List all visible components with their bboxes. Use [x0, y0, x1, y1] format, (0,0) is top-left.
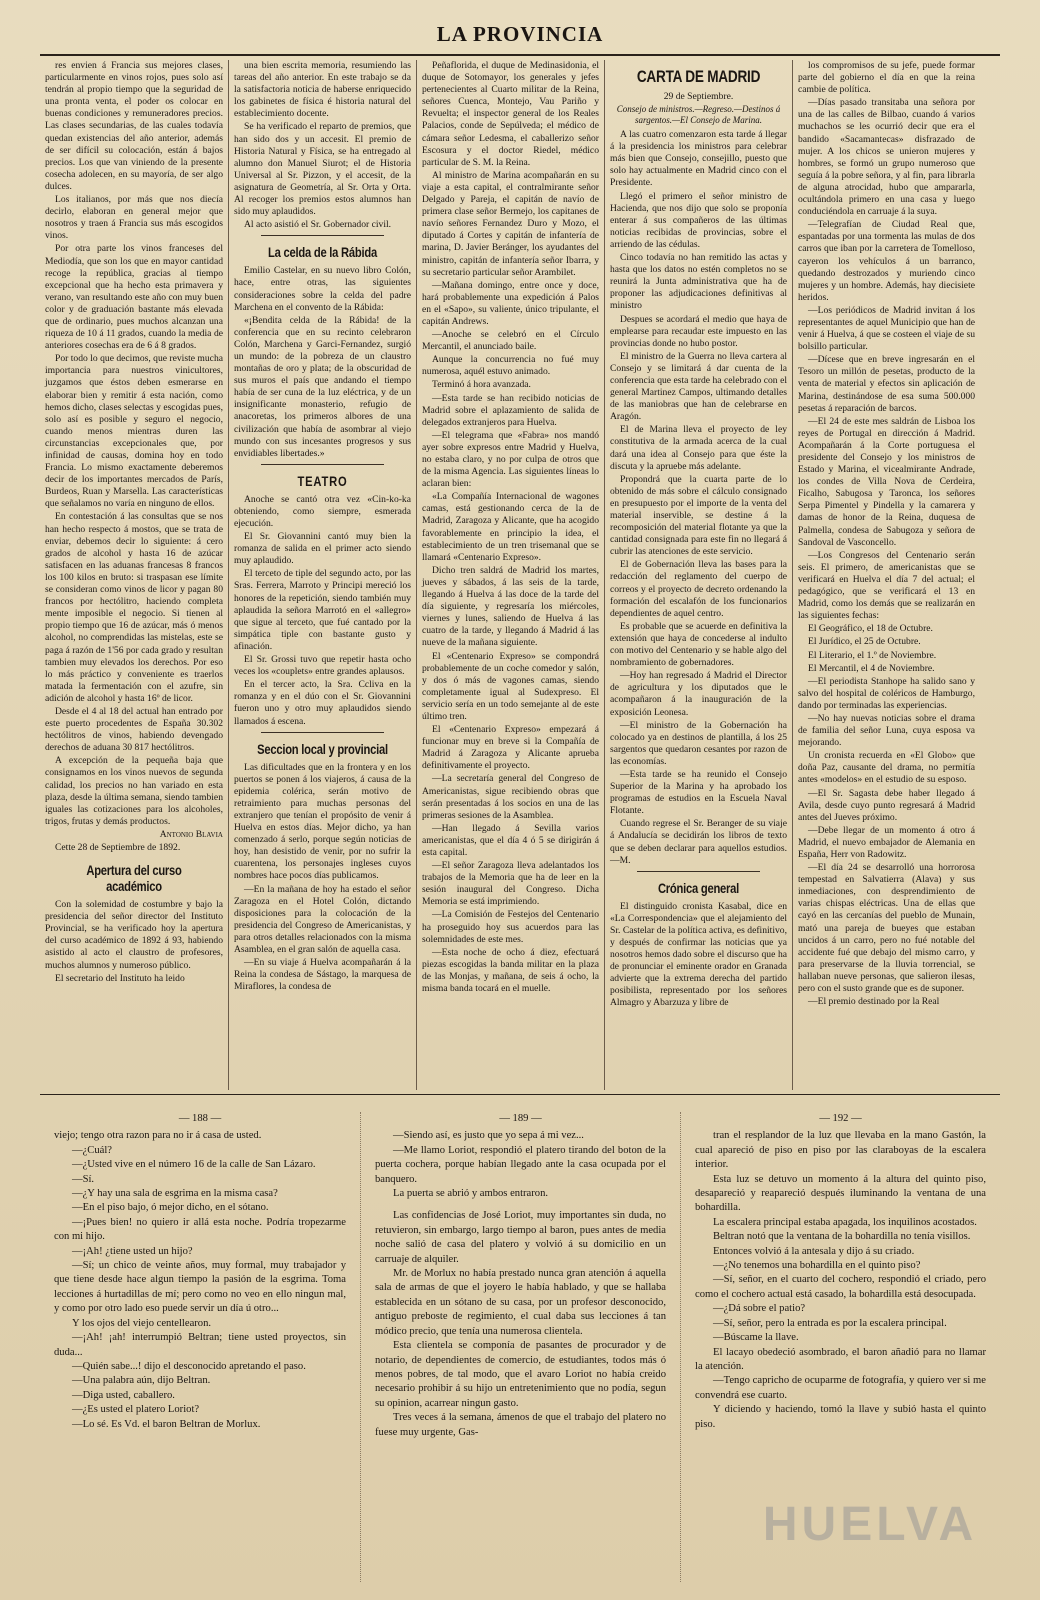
page-number: — 192 — [819, 1113, 862, 1124]
text-line: —¡Ah! ¿tiene usted un hijo? [72, 1245, 193, 1257]
paragraph: Cuando regrese el Sr. Beranger de su viaje á Andalucía se decidirán los libros de texto que se deben declarar para aquellos estudios.—M. [610, 818, 787, 866]
text-line: —Sí. [72, 1173, 95, 1185]
paragraph: —Anoche se celebró en el Círculo Mercantil, el anunciado baile. [422, 329, 599, 353]
paragraph: —Esta tarde se ha reunido el Consejo Superior de la Marina y ha aprobado los programas de estudios en la Escuela Naval Flotante. [610, 768, 787, 817]
paragraph: una bien escrita memoria, resumiendo las tareas del año anterior. En este trabajo se da la satisfactoria noticia de haberse enriquecido los gabinetes de física é historia natural del establecimiento docente. [234, 60, 411, 120]
archive-watermark: HUELVA [762, 1498, 978, 1551]
paragraph: El distinguido cronista Kasabal, dice en «La Correspondencia» que el alejamiento del Sr. Castelar de la política activa, es definitivo, y después de confirmar las noticias que ya nosotros hemos dado sobre el discurso que ha de pronunciar el eminente orador en Granada advierte que la extrema derecha del partido posibilista, representado por los señores Almagro y Abarzuza y libre de [610, 900, 787, 1009]
text-line: —¡Ah! ¡ah! interrumpió Beltran; tiene usted proyectos, sin duda... [54, 1332, 346, 1358]
paragraph: A excepción de la pequeña baja que consignamos en los vinos nuevos de segunda calidad, los precios no han variado en esta plaza, desde la última semana, siendo tambien iguales las cotizaciones para los alcoholes, trigos, frutas y demás productos. [45, 755, 223, 827]
paragraph: Al acto asistió el Sr. Gobernador civil. [244, 219, 392, 231]
paragraph: —La Comisión de Festejos del Centenario ha proseguido hoy sus acuerdos para las solemnidades de este mes. [422, 909, 599, 945]
paragraph: —Hoy han regresado á Madrid el Director de agricultura y los diputados que le acompañaron á la inauguración de la exposición Leonesa. [610, 670, 787, 718]
paragraph: —La secretaría general del Congreso de Americanistas, sigue recibiendo obras que serán presentadas á los socios en una de las primeras sesiones de la Asamblea. [422, 773, 599, 821]
paragraph: —El Sr. Sagasta debe haber llegado á Avila, desde cuyo punto regresará á Madrid antes del Jueves próximo. [798, 787, 975, 823]
paragraph: En contestación á las consultas que se nos han hecho respecto á mostos, que se trata de enviar, debemos decir lo siguiente: á cero grados de alcohol y hasta 16 de azúcar satisfacen en las aduanas francesas 8 francos los 100 kilos en bruto: si traspasan ese límite se consideran como vinos de licor y pagan 80 francos por hectólitro, haciendo completa mente imposible el negocio. Si tienen al propio tiempo que 16 de azúcar, más ó menos alcohol, no comprendidas las mistelas, este se paga á razón de 1'56 por cada grado y resultan tambien muy elevados los derechos. Por eso lo más práctico y conveniente es traerlos matada la fermentación con el azufre, sin adición de alcohol y hasta 16º de licor. [45, 511, 223, 704]
paragraph: —Esta noche de ocho á diez, efectuará piezas escogidas la banda militar en la plaza de las Monjas, y mañana, de seis á ocho, la misma banda tocará en el muelle. [422, 946, 599, 995]
signature: Antonio Blavia [159, 828, 223, 840]
article-heading: La celda de la Rábida [268, 244, 377, 261]
paragraph: El Sr. Giovannini cantó muy bien la romanza de salida en el primer acto siendo muy aplaudido. [234, 531, 411, 567]
text-line: —Diga usted, caballero. [72, 1389, 175, 1401]
paragraph: res envien á Francia sus mejores clases, particularmente en vinos rojos, pues solo así tendrán al propio tiempo que la seguridad de una pronta venta, el poder os colocar en buenas condiciones y remuneradores precios. Las clases secundarias, de las cuales todavía quedan existencias del año anterior, además de ser difícil su colocación, están á bajos precios. Los que van viniendo de la presente cosecha adolecen, en su mayoría, de ser algo dulces. [45, 60, 223, 192]
text-line: —Quién sabe...! dijo el desconocido apretando el paso. [72, 1360, 306, 1372]
text-line: Esta clientela se componía de pasantes de procurador y de notario, de dependientes de comercio, de estudiantes, todos más ó menos pobres, de tal modo, que el avaro Loriot no había creido necesario prohibir á su hijo un entretenimiento que no podía, segun su opinion, acarrear ningun gasto. [375, 1340, 666, 1409]
section-rule [40, 1094, 1000, 1095]
paragraph: El Mercantil, el 4 de Noviembre. [808, 662, 935, 674]
text-line: —¿Es usted el platero Loriot? [72, 1404, 200, 1416]
paragraph: Peñaflorida, el duque de Medinasidonia, el duque de Sotomayor, los generales y jefes pertenecientes al Cuarto militar de la Reina, señores Cuenca, Montejo, Vau Pariño y Revuelta; el inspector general de los Reales Palacios, conde de Sepúlveda; el médico de cámara señor Ledesma, el caballerizo señor Escosura y el doctor Riedel, médico particular de S. M. la Reina. [422, 60, 599, 168]
paragraph: Terminó á hora avanzada. [432, 379, 531, 391]
paragraph: El Jurídico, el 25 de Octubre. [808, 636, 921, 648]
separator-rule [261, 732, 385, 733]
paragraph: A las cuatro comenzaron esta tarde á llegar á la presidencia los ministros para celebrar más bien que Consejo, consejillo, puesto que solo hay actualmente en Madrid cinco con el Presidente. [610, 129, 787, 189]
paragraph: Por otra parte los vinos franceses del Mediodía, que son los que en mayor cantidad recoge la república, gracias al tiempo excepcional que ha hecho esta primavera y verano, van resultando este año con muy buen color y de graduación bastante más elevada que de ordinario, pues muchos alcanzan una riqueza de 10 á 11 grados, cuando la media de anteriores cosechas era de 6 á 8 grados. [45, 243, 223, 352]
paragraph: El terceto de tiple del segundo acto, por las Sras. Ferrera, Marroto y Principi mereció los honores de la repetición, siendo también muy aplaudida la señora Marrotó en el «allegro» que sigue al terceto, que fué cantado por la simpática tiple con bastante gusto y afinación. [234, 568, 411, 652]
paragraph: El de Gobernación lleva las bases para la redacción del reglamento del cuerpo de correos y el proyecto de decreto ordenando la formación del escalafón de los funcionarios dependientes de aquel centro. [610, 559, 787, 619]
paragraph: —Dícese que en breve ingresarán en el Tesoro un millón de pesetas, producto de la venta de material y efectos sin aplicación de Marina, destinándose de esa suma 500.000 pesetas á reparación de barcos. [798, 354, 975, 414]
masthead: LA PROVINCIA [436, 22, 604, 46]
text-line: —Sí, señor, en el cuarto del cochero, respondió el criado, pero como el cochero actual está casado, la bohardilla está desocupada. [695, 1274, 986, 1300]
paragraph: —El premio destinado por la Real [808, 996, 940, 1008]
separator-rule [261, 235, 385, 236]
paragraph: Cinco todavía no han remitido las actas y hasta que los datos no estén completos no se reunirá la Junta administrativa que ha de proponer las adjudicaciones definitivas al ministro [610, 252, 787, 312]
top-columns [40, 60, 1000, 1090]
text-line: tran el resplandor de la luz que llevaba en la mano Gastón, la cual apareció de piso en piso por las claraboyas de la escalera interior. [695, 1130, 986, 1171]
paragraph: —El 24 de este mes saldrán de Lisboa los reyes de Portugal en dirección á Madrid. Acompañarán á la Corte portuguesa el presidente del Consejo y los ministros de Estado y Marina, el vicealmirante Andrade, los condes de Villa Nova de Cerdeira, Ficalho, Sabugosa y Taronca, los señores Serpa Pimentel y Pindella y la camarera y damas de honor de la Reina, duquesa de Palmella, condesa de Sabugoza y señora de Sandoval de Vasconcello. [798, 415, 975, 548]
paragraph: —El señor Zaragoza lleva adelantados los trabajos de la Memoria que ha de leer en la sesión inaugural del Congreso. Dicha Memoria se está imprimiendo. [422, 860, 599, 908]
paragraph: —Debe llegar de un momento á otro á Madrid, el nuevo embajador de Alemania en España, Herr von Radowitz. [798, 824, 975, 860]
paragraph: Propondrá que la cuarta parte de lo obtenido de más sobre el cálculo consignado en presupuesto por el importe de la venta del material inservible, se destine á la recomposición del material flotante ya que la cantidad consignada para este fin no llegará á cubrir las atenciones de este servicio. [610, 473, 787, 558]
paragraph: El Geográfico, el 18 de Octubre. [808, 623, 933, 635]
text-line: Y diciendo y haciendo, tomó la llave y subió hasta el quinto piso. [695, 1404, 986, 1430]
paragraph: Desde el 4 al 18 del actual han entrado por este puerto procedentes de España 30.302 hectólitros de vinos, habiendo devengado derechos de aduana 30 817 hectólitros. [45, 705, 223, 754]
article-heading: Seccion local y provincial [257, 740, 388, 757]
article-heading: TEATRO [297, 472, 348, 489]
paragraph: Las dificultades que en la frontera y en los puertos se ponen á los viajeros, á causa de la epidemia colérica, serán motivo de retraimiento para muchas personas del extranjero que tenían el propósito de venir á Huelva en estos días. Mejor dicho, ya han comenzado á serlo, porque según noticias de hoy, han desistido de venir, por no sufrir la cuarentena, los personajes ingleses cuyos nombres hace pocos días publicamos. [234, 761, 411, 882]
page-number: — 188 — [178, 1113, 222, 1124]
text-line: Mr. de Morlux no había prestado nunca gran atención á aquella sala de armas de que el joyero le había hablado, y que se hallaba establecida en un sótano de su casa, por un profesor desconocido, antiguo preboste de regimiento, el cual daba sus lecciones á tan módico precio, que tenía una numerosa clientela. [375, 1268, 666, 1337]
text-line: Las confidencias de José Loriot, muy importantes sin duda, no retuvieron, sin embargo, largo tiempo al baron, pues antes de media noche salió de casa del platero y volvió á su domicilio en un carruaje de alquiler. [375, 1210, 666, 1265]
paragraph: —Días pasado transitaba una señora por una de las calles de Bilbao, cuando á varios muchachos se les ocurrió decir que era el bandido «Sacamantecas» disfrazado de mujer. A los chicos se unieron mujeres y hombres, se formó un grupo numeroso que seguía á la pobre señora, y al fin, para librarla de alguna atrocidad, hubo que ampararla, ocultándola primero en una casa y luego conduciéndola en carruaje á la suya. [798, 97, 975, 218]
text-line: —Búscame la llave. [713, 1332, 799, 1344]
text-line: —Sí, señor, pero la entrada es por la escalera principal. [713, 1317, 947, 1329]
paragraph: El ministro de la Guerra no lleva cartera al Consejo y se limitará á dar cuenta de la conferencia que esta tarde ha celebrado con el general Martinez Campos, ultimando detalles de las maniobras que han de celebrarse en Aragón. [610, 350, 787, 423]
paragraph: «¡Bendita celda de la Rábida! de la conferencia que en su recinto celebraron Colón, Marchena y Garci-Fernandez, surgió un mundo: de la pobreza de un claustro montañas de oro y plata; de la obscuridad de sus muros el país que andando el tiempo había de ser cuna de la luz eléctrica, y de un insignificante monasterio, refugio de anacoretas, los primeros albores de una civilización que había de asombrar al viejo mundo con sus incesantes progresos y sus envidiables libertades.» [234, 314, 411, 459]
text-line: —¿Dá sobre el patio? [713, 1303, 806, 1315]
paragraph: Al ministro de Marina acompañarán en su viaje a esta capital, el contralmirante señor Delgado y Pareja, el capitán de navío de primera clase señor Bermejo, los capitanes de navío señores Fernandez Duro y Mozo, el diputado á Cortes y capitán de infantería de marina, D. Javier Beránger, los ayudantes del ministro, capitán de infantería señor Ibarra, y su secretario particular señor Arambilet. [422, 169, 599, 278]
text-line: —Me llamo Loriot, respondió el platero tirando del boton de la puerta cochera, porque habían llegado ante la casa ocupada por el banquero. [375, 1144, 666, 1185]
paragraph: —En la mañana de hoy ha estado el señor Zaragoza en el Hotel Colón, dictando disposiciones para la colocación de la presidencia del Congreso de Americanistas, y para otros detalles relacionados con la misma Asamblea, en el gran salón de aquella casa. [234, 883, 411, 955]
column-3 [416, 60, 604, 1090]
paragraph: —El día 24 se desarrolló una horrorosa tempestad en Salvatierra (Alava) y sus inmediaciones, con desprendimiento de varias chispas eléctricas. Una de ellas que cayó en las cercanías del pueblo de Munain, mató una pareja de bueyes que estaban uncidos á un carro, pero no fué notable del accidente fué que debajo del mismo carro, y para preservarse de la lluvia torrencial, se hallaban nueve personas, que salieron ilesas, pero con el susto grande que es de suponer. [798, 862, 975, 995]
paragraph: —El periodista Stanhope ha salido sano y salvo del hospital de coléricos de Hamburgo, dando por terminadas las experiencias. [798, 675, 975, 711]
paragraph: El «Centenario Expreso» se compondrá probablemente de un coche comedor y salón, y dos ó más de vagones camas, siendo completamente igual al Sudexpreso. El servicio sería en un todo semejante al de este último tren. [422, 650, 599, 722]
column-2 [228, 60, 416, 1090]
paragraph: Se ha verificado el reparto de premios, que han sido dos y un accesit. El premio de Historia Natural y Física, se ha entregado al alumno don Manuel Siurot; el de Historia Universal al Sr. Pizzon, y el accesit, de la asignatura de Geometría, al Sr. Orta y Orta. Al recoger los premios estos alumnos han sido muy aplaudidos. [234, 121, 411, 218]
paragraph: Emilio Castelar, en su nuevo libro Colón, hace, entre otras, las siguientes consideraciones sobre la celda del padre Marchena en el convento de la Rábida: [234, 265, 411, 313]
paragraph: Anoche se cantó otra vez «Cin-ko-ka obteniendo, como siempre, esmerada ejecución. [234, 493, 411, 529]
paragraph: —Los periódicos de Madrid invitan á los representantes de aquel Municipio que han de venir á Huelva, á que se costeen el viaje de su bolsillo particular. [798, 304, 975, 353]
text-line: Esta luz se detuvo un momento á la altura del quinto piso, desapareció y reapareció después iluminando la ventana de una bohardilla. [695, 1173, 986, 1214]
text-line: —¿Y hay una sala de esgrima en la misma casa? [72, 1188, 278, 1200]
article-heading: Apertura del curso académico [86, 862, 182, 895]
faint-show-through [60, 0, 980, 22]
text-line: —Lo sé. Es Vd. el baron Beltran de Morlux. [72, 1418, 261, 1430]
paragraph: —El telegrama que «Fabra» nos mandó ayer sobre expresos entre Madrid y Huelva, no estaba claro, y no por culpa de otros que de la misma Agencia. Las siguientes líneas lo aclaran bien: [422, 429, 599, 490]
paragraph: Llegó el primero el señor ministro de Hacienda, que nos dijo que solo se proponía enterar á sus compañeros de las últimas noticias recibidas de provincias, sobre el arriendo de las cédulas. [610, 190, 787, 250]
text-line: —Sí; un chico de veinte años, muy formal, muy trabajador y que tiene desde hace algun tiempo la pasión de la esgrima. Toma lecciones á hurtadillas de mí; pero como no veo en ello ningun mal, y como por otro lado eso puede servir un día ú otro... [54, 1260, 346, 1315]
column-5 [792, 60, 980, 1090]
paragraph: El «Centenario Expreso» empezará á funcionar muy en breve si la Compañía de Madrid á Zaragoza y Alicante aprueba definitivamente el proyecto. [422, 724, 599, 772]
text-line: —¿Usted vive en el número 16 de la calle de San Lázaro. [72, 1159, 316, 1171]
text-line: La puerta se abrió y ambos entraron. [393, 1188, 549, 1200]
folletin-column-2 [360, 1112, 680, 1582]
paragraph: El secretario del Instituto ha leido [55, 972, 185, 984]
text-line: —Tengo capricho de ocuparme de fotografía, y quiero ver si me convendrá ese cuarto. [695, 1375, 986, 1401]
paragraph: El de Marina lleva el proyecto de ley constitutiva de la armada acerca de la cual dará una idea al Consejo para que éste la discuta y la apruebe más adelante. [610, 424, 787, 472]
text-line: Tres veces á la semana, ámenos de que el trabajo del platero no fuese muy urgente, Gas- [375, 1412, 666, 1438]
paragraph: —Han llegado á Sevilla varios americanistas, que el día 4 ó 5 se dirigirán á esta capital. [422, 822, 599, 858]
paragraph: «La Compañía Internacional de wagones camas, está gestionando cerca de la de Madrid, Zaragoza y Alicante, que ha acogido favorablemente en principio la idea, el establecimiento de un tren trisemanal que se llamará «Centenario Expreso». [422, 491, 599, 563]
paragraph: —En su viaje á Huelva acompañarán á la Reina la condesa de Sástago, la marquesa de Miraflores, la condesa de [234, 957, 411, 993]
date: 29 de Septiembre. [663, 91, 734, 102]
article-subheading: Consejo de ministros.—Regreso.—Destinos á sargentos.—El Consejo de Marina. [616, 104, 781, 126]
text-line: —¡Pues bien! no quiero ir allá esta noche. Podría tropezarme con mi hijo. [54, 1216, 346, 1243]
dateline: Cette 28 de Septiembre de 1892. [55, 842, 181, 853]
article-heading: CARTA DE MADRID [636, 67, 761, 86]
paragraph: Aunque la concurrencia no fué muy numerosa, aquél estuvo animado. [422, 354, 599, 378]
text-line: La escalera principal estaba apagada, los inquilinos acostados. [713, 1216, 977, 1228]
text-line: —Siendo así, es justo que yo sepa á mi vez... [393, 1130, 584, 1142]
paragraph: Por todo lo que decimos, que reviste mucha importancia para nuestros vinicultores, juzgamos que éstos deben esmerarse en elaborar bien y remitir á esta nación, como hemos dicho, clases selectas y escogidas pues, solo así es posible y seguro el negocio, cuando menos mientras duren las circunstancias excepcionales que, por infinidad de causas, domina hoy en todo Francia. Lo mismo exactamente deberemos decir de los importantes mercados de París, Burdeos, Ruan y Marsella. Las características que señalamos no varía en ninguno de ellos. [45, 353, 223, 510]
folletin-column-1 [40, 1112, 360, 1582]
text-line: viejo; tengo otra razon para no ir á casa de usted. [54, 1130, 262, 1142]
paragraph: Dicho tren saldrá de Madrid los martes, jueves y sábados, á las seis de la tarde, llegando á Huelva á las doce de la tarde del día siguiente, y regresaría los miércoles, viernes y lunes, saliendo de Huelva á las cuatro de la tarde, y llegando á Madrid á las nueve de la mañana siguiente. [422, 564, 599, 649]
page-number: — 189 — [499, 1113, 542, 1124]
text-line: Beltran notó que la ventana de la bohardilla no tenía visillos. [713, 1231, 971, 1243]
text-line: —En el piso bajo, ó mejor dicho, en el sótano. [72, 1202, 269, 1214]
text-line: El lacayo obedeció asombrado, el baron añadió para no llamar la atención. [695, 1346, 986, 1372]
separator-rule [261, 464, 385, 465]
paragraph: Un cronista recuerda en «El Globo» que doña Paz, causante del drama, no permitía antes «modelos» en el estudio de su esposo. [798, 750, 975, 786]
paragraph: El Literario, el 1.º de Noviembre. [808, 649, 937, 661]
paragraph: Es probable que se acuerde en definitiva la extensión que haya de concederse al indulto con motivo del Centenario y se hable algo del nombramiento de gobernadores. [610, 620, 787, 669]
paragraph: Despues se acordará el medio que haya de emplearse para recaudar este impuesto en las provincias donde no hubo postor. [610, 313, 787, 349]
column-1 [40, 60, 228, 1090]
separator-rule [637, 871, 761, 872]
paragraph: El Sr. Grossi tuvo que repetir hasta ocho veces los «couplets» entre grandes aplausos. [234, 654, 411, 678]
paragraph: —Mañana domingo, entre once y doce, hará probablemente una expedición á Palos en el «Sapo», su valiente, único tripulante, el capitán Andrews. [422, 279, 599, 327]
paragraph: —Los Congresos del Centenario serán seis. El primero, de americanistas que se verificará en Huelva el día 7 del actual; el pedagógico, que se verificará el 13 en Madrid, como los demás que se realizarán en las siguientes fechas: [798, 549, 975, 622]
text-line: Entonces volvió á la antesala y dijo á su criado. [713, 1245, 915, 1257]
paragraph: Los italianos, por más que nos diecía decirlo, elaboran en general mejor que nosotros y traen á Francia sus más escogidos vinos. [45, 194, 223, 242]
text-line: —Una palabra aún, dijo Beltran. [72, 1375, 211, 1387]
text-line: —¿No tenemos una bohardilla en el quinto piso? [713, 1260, 921, 1272]
paragraph: los compromisos de su jefe, puede formar parte del gobierno el día en que la reina cambie de política. [798, 60, 975, 96]
paragraph: —Esta tarde se han recibido noticias de Madrid sobre el aplazamiento de salida de delegados extranjeros para Huelva. [422, 392, 599, 428]
article-heading: Crónica general [657, 879, 740, 896]
column-4 [604, 60, 792, 1090]
masthead-rule [40, 54, 1000, 56]
paragraph: —No hay nuevas noticias sobre el drama de familia del señor Luna, cuya esposa va mejorando. [798, 712, 975, 749]
paragraph: —El ministro de la Gobernación ha colocado ya en destinos de plantilla, á los 25 sargentos que quedaron cesantes por razon de las economías. [610, 719, 787, 767]
paragraph: Con la solemidad de costumbre y bajo la presidencia del señor director del Instituto Provincial, se ha verificado hoy la apertura del curso académico de 1892 á 93, habiendo asistido al acto el claustro de profesores, muchos alumnos y numeroso público. [45, 899, 223, 971]
text-line: Y los ojos del viejo centellearon. [72, 1317, 212, 1329]
text-line: —¿Cuál? [72, 1144, 113, 1156]
paragraph: —Telegrafían de Ciudad Real que, espantadas por una tormenta las mulas de dos carros que iban por la carretera de Tomelloso, cayeron los vehículos á un barranco, quedando destrozados y muriendo cinco mujeres y un hombre. Además, hay diecisiete heridos. [798, 219, 975, 303]
paragraph: En el tercer acto, la Sra. Ccliva en la romanza y en el dúo con el Sr. Giovannini fueron uno y otro muy aplaudidos siendo llamados á escena. [234, 679, 411, 727]
